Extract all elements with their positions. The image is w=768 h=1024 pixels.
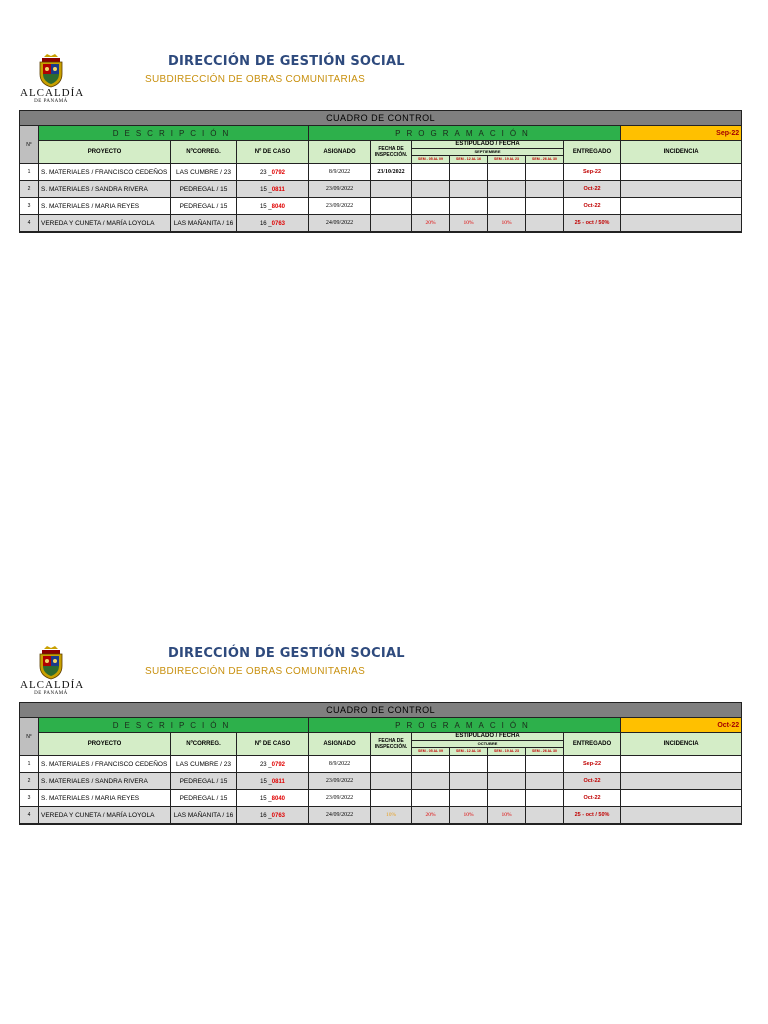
cell-week-2 bbox=[450, 198, 488, 215]
caso-number: 0763 bbox=[271, 221, 286, 227]
month-badge: Oct-22 bbox=[621, 718, 742, 733]
cell-entregado: 25 - oct / 50% bbox=[564, 215, 621, 233]
cell-week-2 bbox=[450, 181, 488, 198]
control-table bbox=[19, 702, 742, 825]
cell-week-1: 20% bbox=[412, 807, 450, 825]
week-3-label: SEM - 19 AL 23 bbox=[488, 748, 526, 755]
cell-correg: PEDREGAL / 15 bbox=[171, 198, 237, 215]
col-header-asignado: ASIGNADO bbox=[309, 141, 371, 164]
cell-proyecto: S. MATERIALES / SANDRA RIVERA bbox=[39, 181, 171, 198]
cell-incidencia bbox=[621, 198, 742, 215]
section-programacion: PROGRAMACIÓN bbox=[309, 126, 621, 141]
cell-inspeccion: 23/10/2022 bbox=[371, 164, 412, 181]
cell-asignado: 23/09/2022 bbox=[309, 790, 371, 807]
col-header-caso: Nº DE CASO bbox=[237, 141, 309, 164]
cell-week-4 bbox=[526, 164, 564, 181]
cell-correg: PEDREGAL / 15 bbox=[171, 790, 237, 807]
cell-proyecto: VEREDA Y CUNETA / MARÍA LOYOLA bbox=[39, 215, 171, 233]
col-header-n: N° bbox=[20, 718, 39, 756]
cell-n: 1 bbox=[20, 756, 39, 773]
cell-week-4 bbox=[526, 790, 564, 807]
col-header-proyecto: PROYECTO bbox=[39, 733, 171, 756]
cell-week-2 bbox=[450, 773, 488, 790]
section-descripcion: DESCRIPCIÓN bbox=[39, 718, 309, 733]
month-name: SEPTIEMBRE bbox=[412, 149, 563, 156]
cell-week-2 bbox=[450, 790, 488, 807]
cell-asignado: 23/09/2022 bbox=[309, 773, 371, 790]
table-title: CUADRO DE CONTROL bbox=[20, 111, 742, 126]
caso-prefix: 23 _ bbox=[259, 762, 272, 768]
cell-week-4 bbox=[526, 773, 564, 790]
section-descripcion: DESCRIPCIÓN bbox=[39, 126, 309, 141]
cell-proyecto: S. MATERIALES / MARIA REYES bbox=[39, 198, 171, 215]
cell-entregado: Oct-22 bbox=[564, 790, 621, 807]
page-title: DIRECCIÓN DE GESTIÓN SOCIAL bbox=[168, 54, 405, 69]
col-header-asignado: ASIGNADO bbox=[309, 733, 371, 756]
logo-text: ALCALDÍA bbox=[20, 87, 85, 99]
col-header-n: N° bbox=[20, 126, 39, 164]
coat-of-arms-icon bbox=[34, 54, 68, 88]
cell-week-1 bbox=[412, 181, 450, 198]
table-row bbox=[20, 198, 742, 215]
cell-asignado: 24/09/2022 bbox=[309, 807, 371, 825]
cell-correg: LAS CUMBRE / 23 bbox=[171, 164, 237, 181]
cell-incidencia bbox=[621, 181, 742, 198]
cell-inspeccion bbox=[371, 181, 412, 198]
cell-inspeccion bbox=[371, 198, 412, 215]
coat-of-arms-icon bbox=[34, 646, 68, 680]
cell-inspeccion bbox=[371, 215, 412, 233]
estipulado-label: ESTIPULADO / FECHA bbox=[412, 733, 563, 741]
cell-week-4 bbox=[526, 756, 564, 773]
estipulado-label: ESTIPULADO / FECHA bbox=[412, 141, 563, 149]
cell-proyecto: S. MATERIALES / MARIA REYES bbox=[39, 790, 171, 807]
cell-week-3 bbox=[488, 756, 526, 773]
cell-inspeccion bbox=[371, 773, 412, 790]
cell-proyecto: S. MATERIALES / FRANCISCO CEDEÑOS bbox=[39, 164, 171, 181]
cell-caso bbox=[237, 773, 309, 790]
cell-week-2 bbox=[450, 756, 488, 773]
cell-entregado: 25 - oct / 50% bbox=[564, 807, 621, 825]
cell-inspeccion bbox=[371, 756, 412, 773]
cell-correg: LAS CUMBRE / 23 bbox=[171, 756, 237, 773]
cell-week-3 bbox=[488, 181, 526, 198]
table-row bbox=[20, 773, 742, 790]
caso-prefix: 16 _ bbox=[259, 813, 272, 819]
caso-prefix: 23 _ bbox=[259, 170, 272, 176]
cell-entregado: Oct-22 bbox=[564, 181, 621, 198]
cell-week-2: 10% bbox=[450, 215, 488, 233]
table-row bbox=[20, 215, 742, 233]
table-row bbox=[20, 164, 742, 181]
cell-week-1: 20% bbox=[412, 215, 450, 233]
col-header-entregado: ENTREGADO bbox=[564, 733, 621, 756]
cell-week-3 bbox=[488, 773, 526, 790]
col-header-fecha-inspeccion: FECHA DE INSPECCIÓN. bbox=[371, 141, 412, 164]
cell-incidencia bbox=[621, 164, 742, 181]
cell-week-2: 10% bbox=[450, 807, 488, 825]
col-header-incidencia: INCIDENCIA bbox=[621, 733, 742, 756]
cell-inspeccion bbox=[371, 790, 412, 807]
cell-incidencia bbox=[621, 215, 742, 233]
col-header-proyecto: PROYECTO bbox=[39, 141, 171, 164]
cell-correg: PEDREGAL / 15 bbox=[171, 773, 237, 790]
cell-proyecto: S. MATERIALES / SANDRA RIVERA bbox=[39, 773, 171, 790]
cell-week-1 bbox=[412, 198, 450, 215]
caso-number: 8040 bbox=[271, 796, 286, 802]
cell-entregado: Oct-22 bbox=[564, 773, 621, 790]
cell-caso bbox=[237, 181, 309, 198]
report-block-october bbox=[0, 646, 768, 846]
logo-subtext: DE PANAMÁ bbox=[34, 691, 68, 696]
cell-incidencia bbox=[621, 790, 742, 807]
cell-entregado: Oct-22 bbox=[564, 198, 621, 215]
caso-number: 8040 bbox=[271, 204, 286, 210]
col-header-correg: NºCORREG. bbox=[171, 141, 237, 164]
cell-n: 4 bbox=[20, 215, 39, 233]
page-title: DIRECCIÓN DE GESTIÓN SOCIAL bbox=[168, 646, 405, 661]
cell-week-3 bbox=[488, 164, 526, 181]
cell-proyecto: VEREDA Y CUNETA / MARÍA LOYOLA bbox=[39, 807, 171, 825]
alcaldia-logo bbox=[20, 54, 85, 104]
col-header-incidencia: INCIDENCIA bbox=[621, 141, 742, 164]
cell-entregado: Sep-22 bbox=[564, 756, 621, 773]
caso-prefix: 15 _ bbox=[259, 204, 272, 210]
col-header-correg: NºCORREG. bbox=[171, 733, 237, 756]
cell-correg: LAS MAÑANITA / 16 bbox=[171, 807, 237, 825]
estipulado-header bbox=[412, 141, 564, 164]
cell-week-1 bbox=[412, 164, 450, 181]
cell-inspeccion: 10% bbox=[371, 807, 412, 825]
week-1-label: SEM - 05 AL 09 bbox=[412, 156, 450, 163]
cell-asignado: 23/09/2022 bbox=[309, 181, 371, 198]
cell-asignado: 8/9/2022 bbox=[309, 756, 371, 773]
col-header-caso: Nº DE CASO bbox=[237, 733, 309, 756]
cell-caso bbox=[237, 215, 309, 233]
week-3-label: SEM - 19 AL 23 bbox=[488, 156, 526, 163]
cell-caso bbox=[237, 164, 309, 181]
cell-week-4 bbox=[526, 181, 564, 198]
cell-caso bbox=[237, 807, 309, 825]
section-programacion: PROGRAMACIÓN bbox=[309, 718, 621, 733]
month-badge: Sep-22 bbox=[621, 126, 742, 141]
cell-caso bbox=[237, 790, 309, 807]
table-row bbox=[20, 181, 742, 198]
cell-week-3: 10% bbox=[488, 807, 526, 825]
logo-subtext: DE PANAMÁ bbox=[34, 99, 68, 104]
cell-entregado: Sep-22 bbox=[564, 164, 621, 181]
estipulado-header bbox=[412, 733, 564, 756]
col-header-entregado: ENTREGADO bbox=[564, 141, 621, 164]
week-4-label: SEM - 26 AL 30 bbox=[532, 157, 557, 161]
table-row bbox=[20, 790, 742, 807]
cell-correg: PEDREGAL / 15 bbox=[171, 181, 237, 198]
month-name: OCTUBRE bbox=[412, 741, 563, 748]
caso-number: 0811 bbox=[271, 779, 285, 785]
caso-number: 0792 bbox=[271, 762, 286, 768]
caso-number: 0811 bbox=[271, 187, 285, 193]
cell-asignado: 24/09/2022 bbox=[309, 215, 371, 233]
cell-incidencia bbox=[621, 756, 742, 773]
cell-correg: LAS MAÑANITA / 16 bbox=[171, 215, 237, 233]
cell-asignado: 8/9/2022 bbox=[309, 164, 371, 181]
cell-n: 4 bbox=[20, 807, 39, 825]
page-subtitle: SUBDIRECCIÓN DE OBRAS COMUNITARIAS bbox=[145, 74, 366, 85]
caso-prefix: 16 _ bbox=[259, 221, 272, 227]
caso-number: 0763 bbox=[271, 813, 286, 819]
cell-week-3: 10% bbox=[488, 215, 526, 233]
cell-asignado: 23/09/2022 bbox=[309, 198, 371, 215]
cell-week-1 bbox=[412, 773, 450, 790]
cell-incidencia bbox=[621, 773, 742, 790]
cell-incidencia bbox=[621, 807, 742, 825]
week-4-label: SEM - 26 AL 30 bbox=[532, 749, 557, 753]
cell-week-3 bbox=[488, 790, 526, 807]
caso-number: 0792 bbox=[271, 170, 286, 176]
caso-prefix: 15 _ bbox=[259, 796, 272, 802]
cell-week-4 bbox=[526, 215, 564, 233]
cell-caso bbox=[237, 756, 309, 773]
table-row bbox=[20, 756, 742, 773]
logo-text: ALCALDÍA bbox=[20, 679, 85, 691]
cell-week-4 bbox=[526, 807, 564, 825]
table-row bbox=[20, 807, 742, 825]
cell-week-4 bbox=[526, 198, 564, 215]
page-subtitle: SUBDIRECCIÓN DE OBRAS COMUNITARIAS bbox=[145, 666, 366, 677]
week-2-label: SEM - 12 AL 16 bbox=[450, 156, 488, 163]
cell-proyecto: S. MATERIALES / FRANCISCO CEDEÑOS bbox=[39, 756, 171, 773]
cell-n: 3 bbox=[20, 790, 39, 807]
cell-week-2 bbox=[450, 164, 488, 181]
cell-n: 3 bbox=[20, 198, 39, 215]
caso-prefix: 15 _ bbox=[260, 779, 272, 785]
cell-n: 2 bbox=[20, 181, 39, 198]
cell-n: 2 bbox=[20, 773, 39, 790]
week-1-label: SEM - 05 AL 09 bbox=[412, 748, 450, 755]
report-block-september bbox=[0, 54, 768, 254]
alcaldia-logo bbox=[20, 646, 85, 696]
cell-week-1 bbox=[412, 756, 450, 773]
cell-n: 1 bbox=[20, 164, 39, 181]
control-table bbox=[19, 110, 742, 233]
table-title: CUADRO DE CONTROL bbox=[20, 703, 742, 718]
cell-caso bbox=[237, 198, 309, 215]
cell-week-3 bbox=[488, 198, 526, 215]
cell-week-1 bbox=[412, 790, 450, 807]
caso-prefix: 15 _ bbox=[260, 187, 272, 193]
week-2-label: SEM - 12 AL 16 bbox=[450, 748, 488, 755]
col-header-fecha-inspeccion: FECHA DE INSPECCIÓN. bbox=[371, 733, 412, 756]
